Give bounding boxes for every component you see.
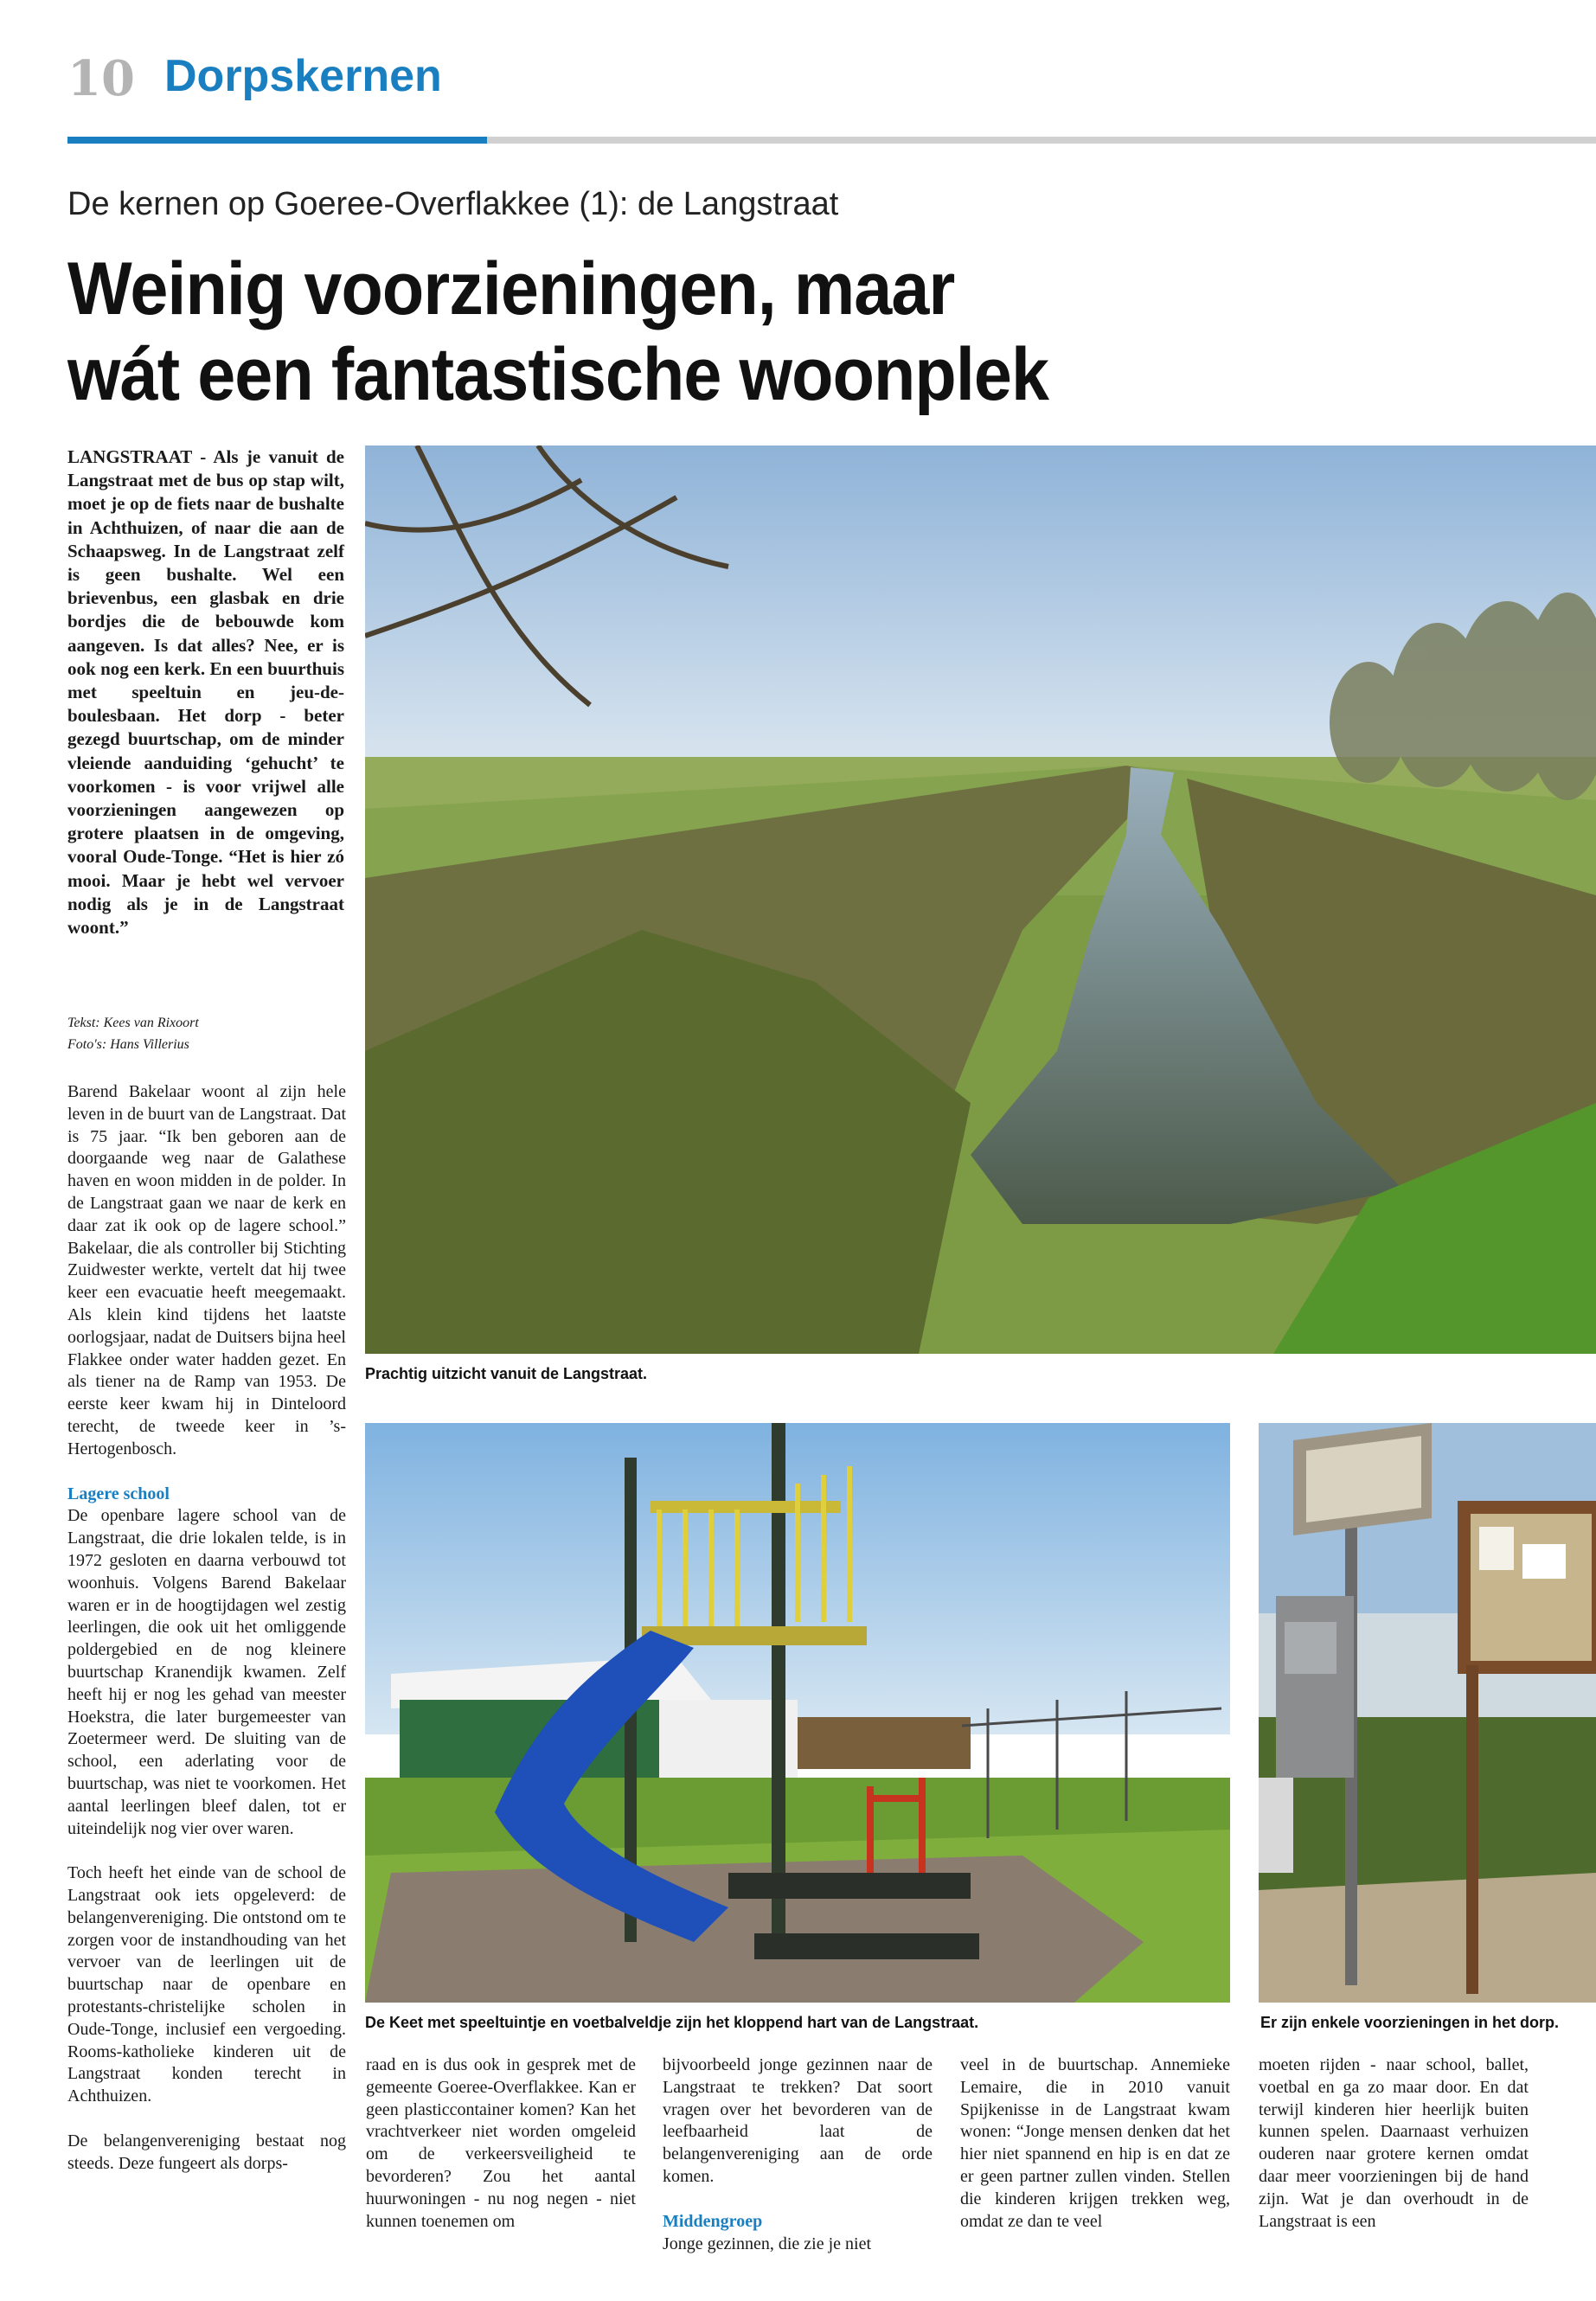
headline-line-2: wát een fantastische woonplek bbox=[67, 333, 1049, 416]
article-kicker: De kernen op Goeree-Overflakkee (1): de Langstraat bbox=[67, 186, 839, 222]
paragraph: De openbare lagere school van de Langstraat, die drie lokalen telde, is in 1972 gesloten en daarna verbouwd tot woonhuis. Volgens Barend Bakelaar waren er in de hoogtijdagen wel zestig leerlingen, die ook uit het omliggende poldergebied en de nog kleinere buurtschap Kranendijk kwamen. Zelf heeft hij er nog les gehad van meester Hoekstra, die later burgemeester van Zoetermeer werd. De sluiting van de school, een aderlating voor de buurtschap, was niet te voorkomen. Het aantal leerlingen bleef dalen, tot er uiteindelijk nog vier over waren. bbox=[67, 1506, 346, 1838]
landscape-photo-illustration bbox=[365, 445, 1596, 1354]
playground-photo-illustration bbox=[365, 1423, 1230, 2003]
article-lead: LANGSTRAAT - Als je vanuit de Langstraat met de bus op stap wilt, moet je op de fiets naar de bushalte in Achthuizen, of naar die aan de Schaapsweg. In de Langstraat zelf is geen bushalte. Wel een brievenbus, een glasbak en drie bordjes die de bebouwde kom aangeven. Is dat alles? Nee, er is ook nog een kerk. En een buurthuis met speeltuin en jeu-de-boulesbaan. Het dorp - beter gezegd buurtschap, om de minder vleiende aanduiding ‘gehucht’ te voorkomen - is voor vrijwel alle voorzieningen aangewezen op grotere plaatsen in de omgeving, vooral Oude-Tonge. “Het is hier zó mooi. Maar je hebt wel vervoer nodig als je in de Langstraat woont.” bbox=[67, 446, 344, 939]
caption-photo-2: De Keet met speeltuintje en voetbalveldje zijn het kloppend hart van de Langstraat. bbox=[365, 2014, 979, 2031]
header-rule-accent bbox=[67, 137, 487, 144]
subhead-middengroep: Middengroep bbox=[663, 2211, 763, 2231]
paragraph: moeten rijden - naar school, ballet, voetbal en ga zo maar door. En dat terwijl kinderen hier heerlijk buiten kunnen spelen. Daarnaast verhuizen ouderen naar grotere kernen omdat daar meer voorzieningen bij de hand zijn. Wat je dan overhoudt in de Langstraat is een bbox=[1259, 2055, 1529, 2231]
caption-photo-1: Prachtig uitzicht vanuit de Langstraat. bbox=[365, 1365, 648, 1382]
body-column-2 bbox=[366, 2054, 636, 2233]
photo-village-signs bbox=[1259, 1423, 1596, 2003]
subhead-lagere-school: Lagere school bbox=[67, 1484, 170, 1503]
credit-text: Tekst: Kees van Rixoort bbox=[67, 1016, 199, 1030]
body-column-5 bbox=[1259, 2054, 1529, 2233]
body-column-4 bbox=[960, 2054, 1230, 2233]
article-headline bbox=[67, 247, 1182, 418]
body-column-1 bbox=[67, 1081, 346, 2176]
photo-playground bbox=[365, 1423, 1230, 2003]
credit-photo: Foto's: Hans Villerius bbox=[67, 1037, 189, 1052]
caption-photo-3: Er zijn enkele voorzieningen in het dorp. bbox=[1260, 2014, 1560, 2031]
headline-line-1: Weinig voorzieningen, maar bbox=[67, 247, 955, 330]
paragraph: veel in de buurtschap. Annemieke Lemaire, die in 2010 vanuit Spijkenisse in de Langstraat kwam wonen: “Jonge mensen denken dat het hier niet spannend en hip is en dat ze er geen partner zullen vinden. Stellen die kinderen krijgen trekken weg, omdat ze dan te veel bbox=[960, 2055, 1230, 2231]
section-title: Dorpskernen bbox=[164, 51, 442, 101]
header-rule bbox=[487, 137, 1596, 144]
signs-photo-illustration bbox=[1259, 1423, 1596, 2003]
paragraph: bijvoorbeeld jonge gezinnen naar de Langstraat te trekken? Dat soort vragen over het bevorderen van de leefbaarheid laat de belangenvereniging aan de orde komen. bbox=[663, 2055, 933, 2186]
paragraph: Toch heeft het einde van de school de Langstraat ook iets opgeleverd: de belangenvereniging. Die ontstond om te zorgen voor de instandhouding van het vervoer van de leerlingen uit de buurtschap naar de openbare en protestants-christelijke scholen in Oude-Tonge, inclusief een vergoeding. Rooms-katholieke kinderen uit de Langstraat konden terecht in Achthuizen. bbox=[67, 1863, 346, 2106]
paragraph: De belangenvereniging bestaat nog steeds. Deze fungeert als dorps- bbox=[67, 2131, 346, 2173]
paragraph: Jonge gezinnen, die zie je niet bbox=[663, 2234, 872, 2253]
paragraph: raad en is dus ook in gesprek met de gemeente Goeree-Overflakkee. Kan er geen plasticcontainer komen? Kan het vrachtverkeer niet worden omgeleid om de verkeersveiligheid te bevorderen? Zou het aantal huurwoningen - nu nog negen - niet kunnen toenemen om bbox=[366, 2055, 636, 2231]
photo-landscape-ditch bbox=[365, 445, 1596, 1354]
article-credits bbox=[67, 1012, 344, 1055]
paragraph: Barend Bakelaar woont al zijn hele leven in de buurt van de Langstraat. Dat is 75 jaar. “Ik ben geboren aan de doorgaande weg naar de Galathese haven en woon midden in de polder. In de Langstraat gaan we naar de kerk en daar zat ik ook op de lagere school.” Bakelaar, die als controller bij Stichting Zuidwester werkte, vertelt dat hij twee keer een evacuatie heeft meegemaakt. Als klein kind tijdens het laatste oorlogsjaar, nadat de Duitsers bijna heel Flakkee onder water hadden gezet. En als tiener na de Ramp van 1953. De eerste keer kwam hij in Dinteloord terecht, de tweede keer in ’s-Hertogenbosch. bbox=[67, 1082, 346, 1458]
page-number: 10 bbox=[67, 50, 135, 107]
body-column-3 bbox=[663, 2054, 933, 2255]
